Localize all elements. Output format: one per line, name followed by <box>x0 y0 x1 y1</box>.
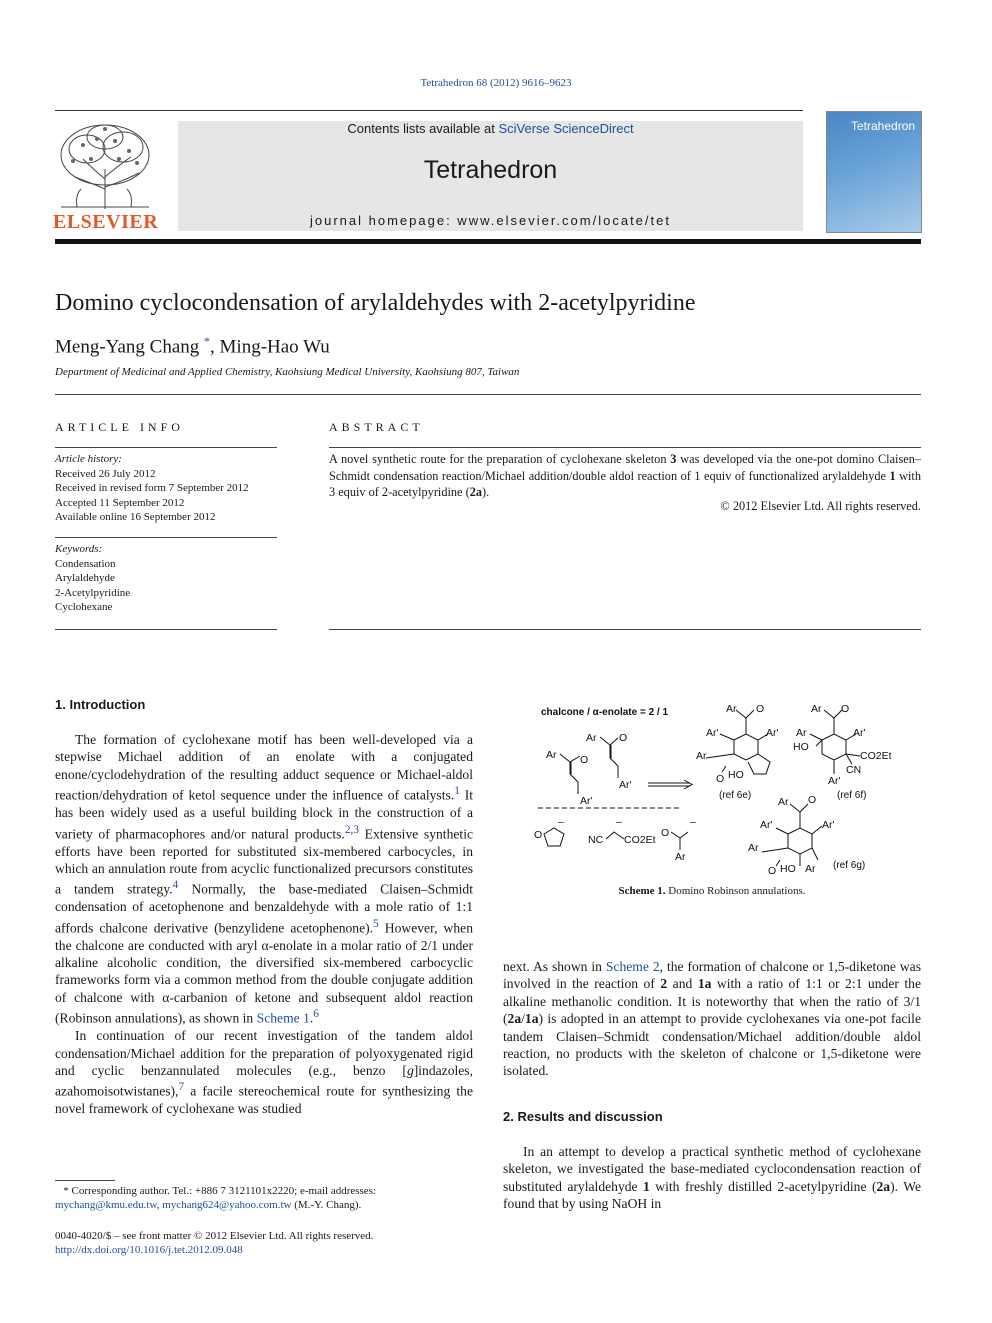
intro-paragraph-1: The formation of cyclohexane motif has been well-developed via a stepwise Michael addition of an enolate with a conjugated enone/cyclodehydration of the resulting adduct sequence or Michael-aldol reaction/dehydration of ketol sequence under the influence of catalysts.$^1$ It has been widely used as a useful building block in the construction of a variety of pharmacophores and/or natural products.$^{2,3}$ Extensive synthetic efforts have been reported for substituted six-membered carbocycles, in which an annulation route from acyclic functionalized precursors constitutes a tandem strategy.$^4$ Normally, the base-mediated Claisen–Schmidt condensation of acetophenone and benzaldehyde with a mole ratio of 1:1 affords chalcone derivative (benzylidene acetophenone).$^5$ However, when the chalcone are conducted with aryl α-enolate in a molar ratio of 2/1 under alkaline alcoholic condition, the diversified six-membered carbocyclic frameworks form via a common method from the double conjugate addition of chalcone with α-carbanion of ketone and subsequent aldol reaction (Robinson annulations), as shown in Scheme 1.$^6$ <box>55 732 474 1026</box>
p6f-co2et: CO2Et <box>860 750 892 762</box>
enolate-co2et: CO2Et <box>624 834 656 846</box>
footnote-rule <box>55 1180 115 1181</box>
ref-6f-label: (ref 6f) <box>837 790 867 801</box>
ref-link[interactable]: 5 <box>373 917 379 930</box>
enolate-minus-1: – <box>558 816 564 828</box>
keyword: 2-Acetylpyridine <box>55 586 131 599</box>
authors <box>55 334 330 358</box>
history-received: Received 26 July 2012 <box>55 467 156 480</box>
results-paragraph-1: In an attempt to develop a practical synthetic method of cyclohexane skeleton, we investigated the base-mediated cyclocondensation reaction of substituted arylaldehyde 1 with freshly distilled 2-acetylpyridine (2a). We found that by using NaOH in <box>503 1144 922 1212</box>
history-label: Article history: <box>55 453 122 465</box>
elsevier-logo-text: ELSEVIER <box>53 211 159 233</box>
scheme-1-figure <box>530 700 910 880</box>
chalcone2-arp: Ar' <box>619 779 632 791</box>
abstract-text: A novel synthetic route for the preparation of cyclohexane skeleton 3 was developed via the one-pot domino Claisen–Schmidt condensation reaction/Michael addition/double aldol reaction of 1 equiv of functionalized arylaldehyde 1 with 3 equiv of 2-acetylpyridine (2a). <box>329 452 921 499</box>
p6g-ar-top: Ar <box>778 796 789 808</box>
corresponding-mark[interactable]: * <box>204 334 211 348</box>
enolate-minus-3: – <box>690 816 696 828</box>
abstract-heading: ABSTRACT <box>329 420 424 434</box>
ref-link[interactable]: 4 <box>172 879 179 892</box>
history-accepted: Accepted 11 September 2012 <box>55 496 185 509</box>
p6e-ar-top: Ar <box>726 703 737 715</box>
p6e-o-top: O <box>756 703 765 715</box>
author-separator: , <box>210 336 220 358</box>
p6f-arp-right: Ar' <box>853 727 866 739</box>
acetyl-ar: Ar <box>675 851 686 863</box>
p6g-ho: HO <box>780 863 796 875</box>
header-thick-rule <box>55 239 921 244</box>
enolate-nc: NC <box>588 834 604 846</box>
introduction-text <box>55 731 473 1118</box>
ref-link[interactable]: 2,3 <box>344 823 360 836</box>
p6f-o-top: O <box>841 703 850 715</box>
p6e-arp-right: Ar' <box>766 727 779 739</box>
ref-link[interactable]: 7 <box>178 1081 185 1094</box>
header-rule <box>55 110 803 111</box>
scheme-2-link[interactable]: Scheme 2 <box>605 959 660 974</box>
email-link-1[interactable]: mychang@kmu.edu.tw <box>55 1199 157 1211</box>
journal-name: Tetrahedron <box>423 156 558 184</box>
p6g-arp-right: Ar' <box>822 819 835 831</box>
abstract-rule <box>329 447 921 448</box>
p6f-ar-top: Ar <box>811 703 822 715</box>
sciencedirect-link[interactable]: SciVerse ScienceDirect <box>498 121 634 136</box>
scheme-ratio-label: chalcone / α-enolate = 2 / 1 <box>541 707 669 718</box>
history-rule <box>55 537 277 538</box>
p6e-o-bottom: O <box>716 773 725 785</box>
affiliation: Department of Medicinal and Applied Chemistry, Kaohsiung Medical University, Kaohsiung 807, Taiwan <box>55 366 520 378</box>
p6e-ho: HO <box>728 769 744 781</box>
history-online: Available online 16 September 2012 <box>55 511 216 523</box>
p6f-cn: CN <box>846 764 862 776</box>
ref-link[interactable]: 1 <box>454 785 460 798</box>
keywords <box>55 542 285 615</box>
ref-6e-label: (ref 6e) <box>719 790 752 801</box>
p6e-ar-left: Ar <box>696 750 707 762</box>
section-heading-results: 2. Results and discussion <box>503 1109 663 1124</box>
enolate-minus-2: – <box>616 816 622 828</box>
p6f-ho: HO <box>793 741 809 753</box>
author-1[interactable]: Meng-Yang Chang <box>55 336 200 358</box>
p6g-o-bottom: O <box>768 865 777 877</box>
scheme-1-caption <box>503 885 921 897</box>
keyword: Cyclohexane <box>55 601 113 613</box>
abstract-copyright: © 2012 Elsevier Ltd. All rights reserved. <box>720 499 921 513</box>
p6g-o-top: O <box>808 794 817 806</box>
journal-homepage[interactable]: journal homepage: www.elsevier.com/locate/tet <box>310 213 671 228</box>
acetyl-o: O <box>661 827 670 839</box>
issn-line: 0040-4020/$ – see front matter © 2012 Elsevier Ltd. All rights reserved. <box>55 1230 374 1242</box>
journal-citation[interactable]: Tetrahedron 68 (2012) 9616–9623 <box>420 77 572 89</box>
author-2[interactable]: Ming-Hao Wu <box>219 336 330 358</box>
scheme-1-link[interactable]: Scheme 1 <box>256 1010 310 1026</box>
scheme-caption-label: Scheme 1. <box>618 885 666 897</box>
article-info-heading: ARTICLE INFO <box>55 420 184 434</box>
p6f-ar-left: Ar <box>796 727 807 739</box>
chalcone2-ar: Ar <box>586 732 597 744</box>
scheme-caption-text: Domino Robinson annulations. <box>665 885 806 897</box>
chalcone-ar: Ar <box>546 749 557 761</box>
p6g-ar-bottom: Ar <box>805 863 816 875</box>
contents-line <box>178 121 803 136</box>
section-heading-introduction: 1. Introduction <box>55 697 146 712</box>
front-matter <box>55 1229 473 1257</box>
p6g-ar-left: Ar <box>748 842 759 854</box>
corresponding-author-footnote: * Corresponding author. Tel.: +886 7 3121101x2220; e-mail addresses: mychang@kmu.edu.tw, mychang624@yahoo.com.tw (M.-Y. Chang). <box>55 1185 377 1211</box>
email-link-2[interactable]: mychang624@yahoo.com.tw <box>162 1199 292 1211</box>
chalcone2-o: O <box>619 732 628 744</box>
history-revised: Received in revised form 7 September 2012 <box>55 482 249 494</box>
article-info-rule <box>55 447 277 448</box>
right-column-paragraph-1: next. As shown in Scheme 2, the formation of chalcone or 1,5-diketone was involved in the reaction of 2 and 1a with a ratio of 1:1 or 2:1 under the alkaline methanolic condition. It is noteworthy that when the ratio of 3/1 (2a/1a) is adopted in an attempt to provide cyclohexanes via one-pot facile tandem Claisen–Schmidt condensation/Michael addition/double aldol reaction, no products with the skeleton of chalcone or 1,5-diketone were isolated. <box>503 959 922 1079</box>
doi-link[interactable]: http://dx.doi.org/10.1016/j.tet.2012.09.048 <box>55 1244 243 1256</box>
article-title: Domino cyclocondensation of arylaldehydes with 2-acetylpyridine <box>55 290 696 316</box>
keywords-label: Keywords: <box>55 543 103 555</box>
keyword: Condensation <box>55 557 116 570</box>
ref-link[interactable]: 6 <box>313 1008 319 1021</box>
contents-prefix: Contents lists available at <box>347 121 499 136</box>
affiliation-rule <box>55 394 921 395</box>
keyword: Arylaldehyde <box>55 572 115 584</box>
p6g-arp-left: Ar' <box>760 819 773 831</box>
cover-title: Tetrahedron <box>851 119 916 133</box>
intro-paragraph-2: In continuation of our recent investigation of the tandem aldol condensation/Michael addition for the preparation of polyoxygenated rigid and cyclic benzannulated molecules (e.g., benzo [g]indazoles, azahomoisotwistanes),$^7$ a facile stereochemical route for synthesizing the novel framework of cyclohexane was studied <box>55 1028 473 1117</box>
article-history <box>55 452 285 525</box>
chalcone-o: O <box>580 754 589 766</box>
chalcone-arp: Ar' <box>580 795 593 807</box>
cyclopentanone-o: O <box>534 829 543 841</box>
p6e-arp-left: Ar' <box>706 727 719 739</box>
p6f-arp-bottom: Ar' <box>828 775 841 787</box>
ref-6g-label: (ref 6g) <box>833 860 866 871</box>
keywords-rule <box>55 629 277 630</box>
abstract-bottom-rule <box>329 629 921 630</box>
